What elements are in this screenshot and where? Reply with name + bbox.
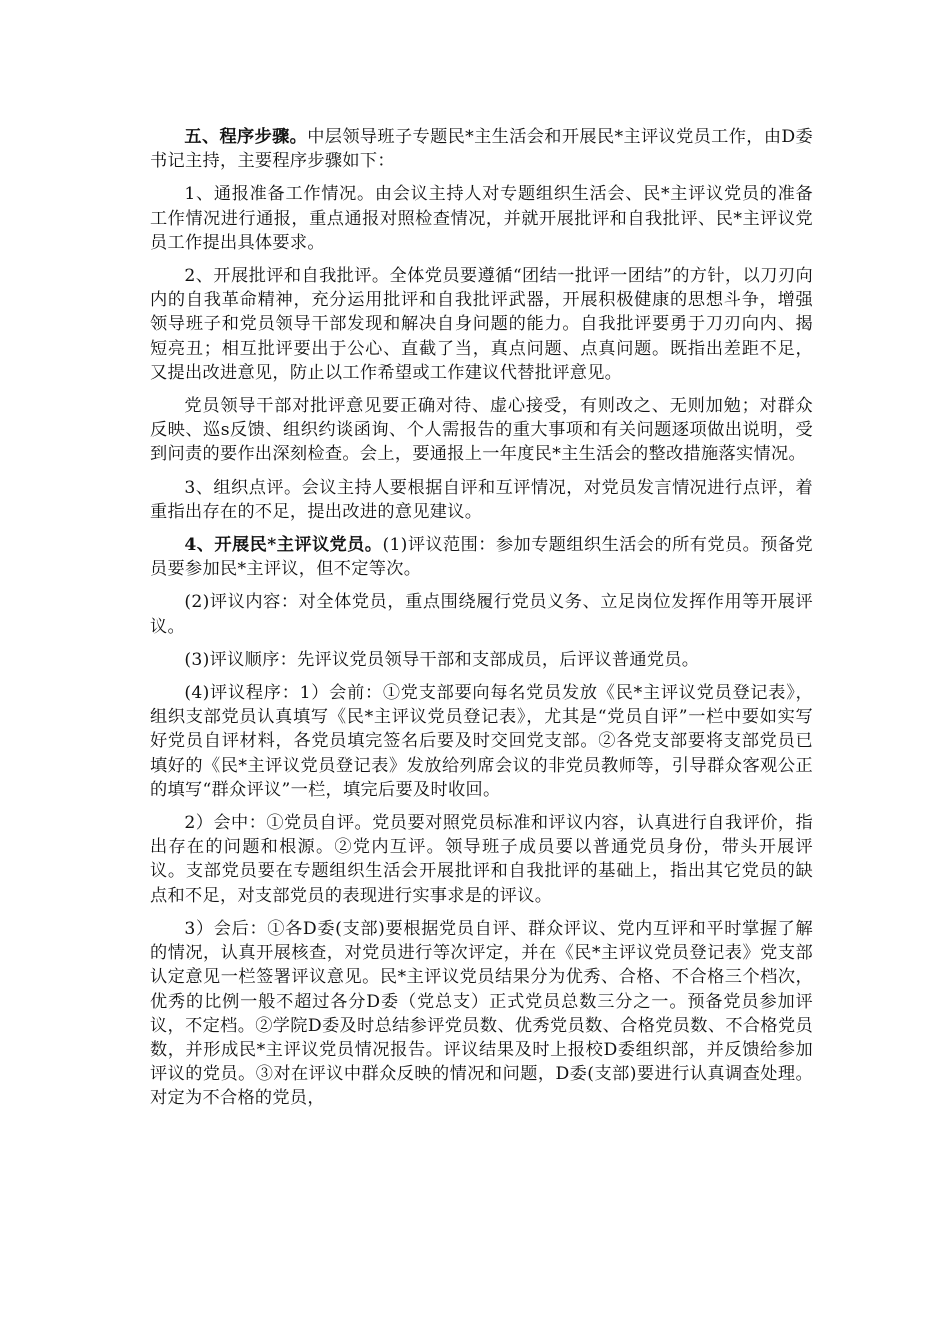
paragraph-text: 2、开展批评和自我批评。全体党员要遵循“团结一批评一团结”的方针，以刀刃向内的自我革命精神，充分运用批评和自我批评武器，开展积极健康的思想斗争，增强领导班子和党员领导干部发现和解决自身问题的能力。自我批评要勇于刀刃向内、揭短亮丑；相互批评要出于公心、直截了当，真点问题、点真问题。既指出差距不足，又提出改进意见，防止以工作希望或工作建议代替批评意见。	[150, 266, 813, 383]
paragraph-text: 中层领导班子专题民*主生活会和开展民*主评议党员工作，由D委书记主持，主要程序步骤如下：	[150, 127, 813, 172]
paragraph-text: (4)评议程序：1）会前：①党支部要向每名党员发放《民*主评议党员登记表》，组织支部党员认真填写《民*主评议党员登记表》，尤其是“党员自评”一栏中要如实写好党员自评材料，各党员填完签名后要及时交回党支部。②各党支部要将支部党员已填好的《民*主评议党员登记表》发放给列席会议的非党员教师等，引导群众客观公正的填写“群众评议”一栏，填完后要及时收回。	[150, 683, 813, 800]
paragraph-review-content	[150, 590, 813, 638]
paragraph-lead: 4、开展民*主评议党员。	[184, 535, 383, 556]
document-body	[150, 125, 813, 1120]
paragraph-step-2	[150, 264, 813, 385]
paragraph-review-procedure	[150, 681, 813, 802]
paragraph-step-3	[150, 476, 813, 524]
paragraph-step-4	[150, 533, 813, 581]
paragraph-step-1	[150, 182, 813, 255]
paragraph-text: (1)评议范围：参加专题组织生活会的所有党员。预备党员要参加民*主评议，但不定等次。	[150, 535, 813, 580]
paragraph-text: 2）会中：①党员自评。党员要对照党员标准和评议内容，认真进行自我评价，指出存在的问题和根源。②党内互评。领导班子成员要以普通党员身份，带头开展评议。支部党员要在专题组织生活会开展批评和自我批评的基础上，指出其它党员的缺点和不足，对支部党员的表现进行实事求是的评议。	[150, 813, 813, 906]
paragraph-lead: 五、程序步骤。	[184, 127, 308, 147]
paragraph-step-2-cont	[150, 394, 813, 467]
paragraph-during-meeting	[150, 811, 813, 908]
paragraph-text: 党员领导干部对批评意见要正确对待、虚心接受，有则改之、无则加勉；对群众反映、巡s反馈、组织约谈函询、个人需报告的重大事项和有关问题逐项做出说明，受到问责的要作出深刻检查。会上，要通报上一年度民*主生活会的整改措施落实情况。	[150, 396, 813, 465]
paragraph-text: 3、组织点评。会议主持人要根据自评和互评情况，对党员发言情况进行点评，着重指出存在的不足，提出改进的意见建议。	[150, 477, 813, 522]
paragraph-text: (3)评议顺序：先评议党员领导干部和支部成员，后评议普通党员。	[184, 649, 700, 670]
paragraph-text: 1、通报准备工作情况。由会议主持人对专题组织生活会、民*主评议党员的准备工作情况进行通报，重点通报对照检查情况，并就开展批评和自我批评、民*主评议党员工作提出具体要求。	[150, 184, 813, 253]
paragraph-text: 3）会后：①各D委(支部)要根据党员自评、群众评议、党内互评和平时掌握了解的情况，认真开展核查，对党员进行等次评定，并在《民*主评议党员登记表》党支部认定意见一栏签署评议意见。民*主评议党员结果分为优秀、合格、不合格三个档次，优秀的比例一般不超过各分D委（党总支）正式党员总数三分之一。预备党员参加评议，不定档。②学院D委及时总结参评党员数、优秀党员数、合格党员数、不合格党员数，并形成民*主评议党员情况报告。评议结果及时上报校D委组织部，并反馈给参加评议的党员。③对在评议中群众反映的情况和问题，D委(支部)要进行认真调查处理。对定为不合格的党员，	[150, 918, 813, 1109]
paragraph-after-meeting	[150, 917, 813, 1111]
paragraph-text: (2)评议内容：对全体党员，重点围绕履行党员义务、立足岗位发挥作用等开展评议。	[150, 592, 813, 637]
paragraph-procedure-heading	[150, 125, 813, 173]
paragraph-review-order	[150, 648, 813, 672]
